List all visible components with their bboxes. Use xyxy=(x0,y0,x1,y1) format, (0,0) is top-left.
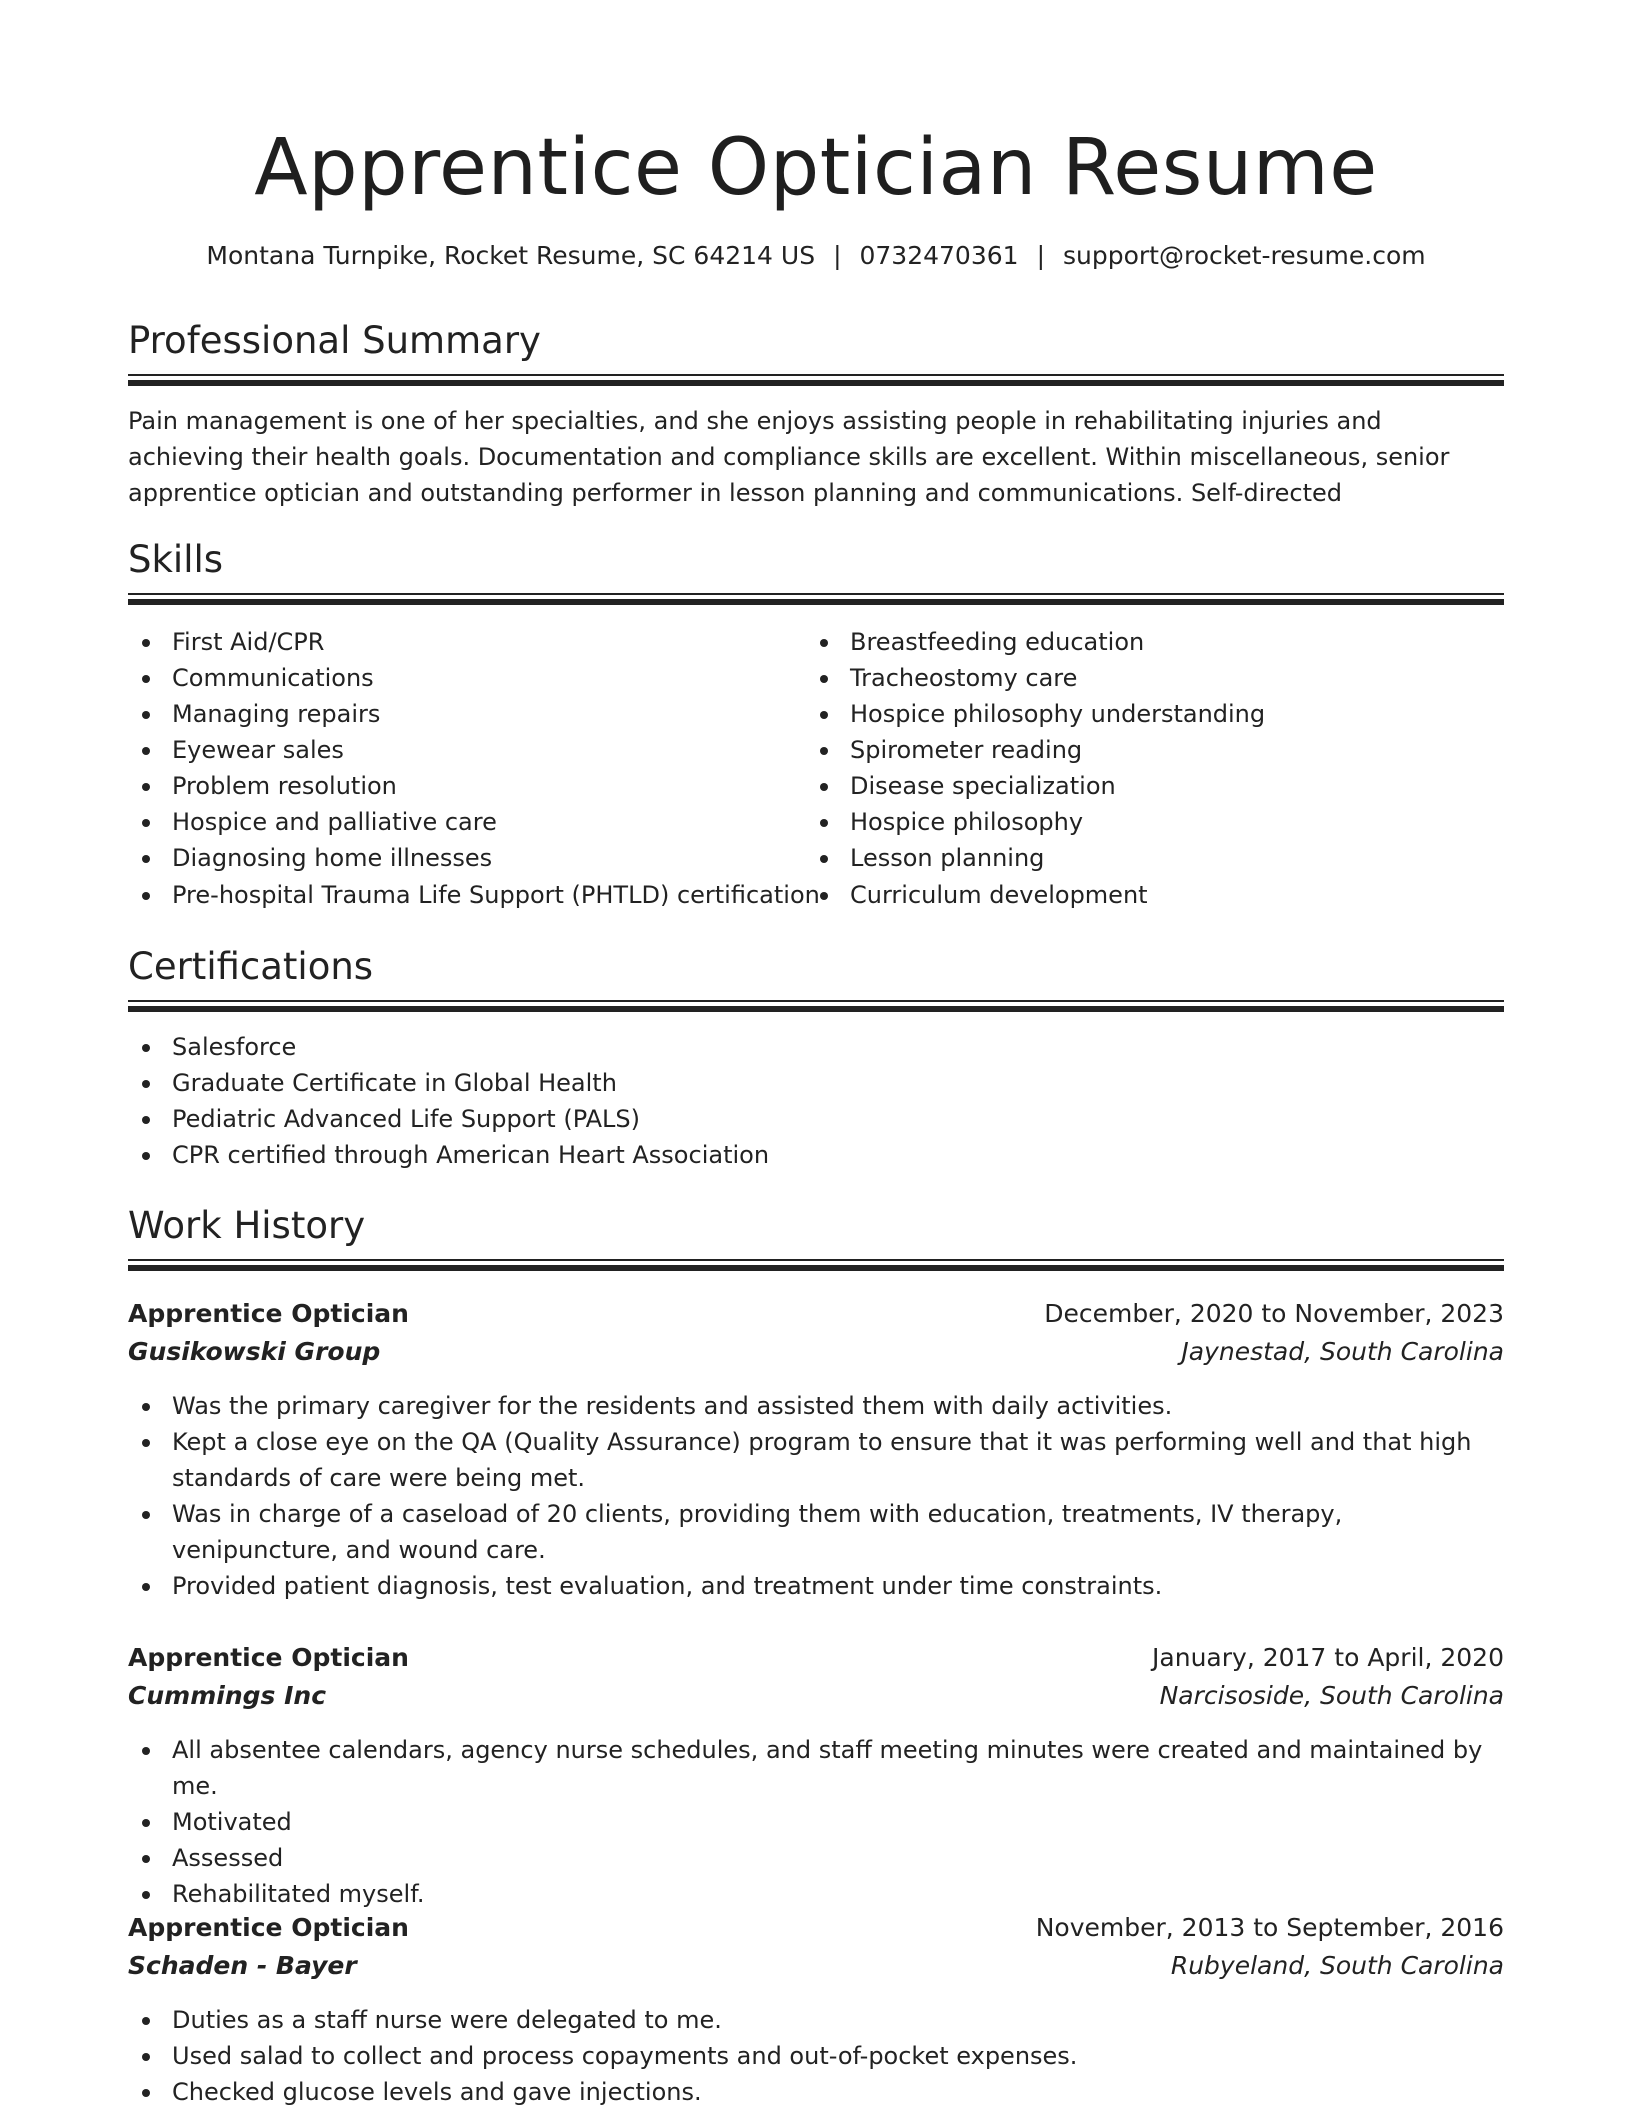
certifications-list xyxy=(128,1029,769,1173)
certification-item: Salesforce xyxy=(172,1029,769,1065)
skill-item: Problem resolution xyxy=(172,768,820,804)
skills-heading: Skills xyxy=(128,538,224,581)
job-duties-list xyxy=(128,1732,1504,1912)
job-duty-item: Used salad to collect and process copayments and out-of-pocket expenses. xyxy=(172,2038,1504,2074)
skill-item: Breastfeeding education xyxy=(850,624,1265,660)
contact-line xyxy=(128,238,1504,274)
job-title: Apprentice Optician xyxy=(128,1643,409,1672)
skill-item: Eyewear sales xyxy=(172,732,820,768)
skill-item: Communications xyxy=(172,660,820,696)
work-history-heading: Work History xyxy=(128,1204,366,1247)
job-duty-item: Checked glucose levels and gave injections. xyxy=(172,2074,1504,2110)
contact-phone: 0732470361 xyxy=(859,241,1019,270)
contact-separator: | xyxy=(833,241,842,270)
skill-item: Curriculum development xyxy=(850,877,1265,913)
resume-title: Apprentice Optician Resume xyxy=(254,123,1378,213)
job-duty-item: Was in charge of a caseload of 20 clients, providing them with education, treatments, IV therapy, venipuncture, and wound care. xyxy=(172,1496,1504,1568)
skill-item: Hospice philosophy xyxy=(850,804,1265,840)
contact-address: Montana Turnpike, Rocket Resume, SC 64214 US xyxy=(206,241,816,270)
section-divider xyxy=(128,593,1504,607)
skill-item: Disease specialization xyxy=(850,768,1265,804)
job-duty-item: Rehabilitated myself. xyxy=(172,1876,1504,1912)
section-divider xyxy=(128,1000,1504,1014)
section-divider xyxy=(128,1259,1504,1273)
job-company: Schaden - Bayer xyxy=(128,1951,357,1980)
certification-item: CPR certified through American Heart Association xyxy=(172,1137,769,1173)
skill-item: Lesson planning xyxy=(850,840,1265,876)
skills-right-list xyxy=(806,624,1265,913)
skill-item: Hospice philosophy understanding xyxy=(850,696,1265,732)
skill-item: Diagnosing home illnesses xyxy=(172,840,820,876)
job-title: Apprentice Optician xyxy=(128,1913,409,1942)
job-location: Narcisoside, South Carolina xyxy=(1159,1681,1504,1710)
contact-email[interactable]: support@rocket-resume.com xyxy=(1063,241,1426,270)
job-duty-item: Motivated xyxy=(172,1804,1504,1840)
job-duty-item: All absentee calendars, agency nurse schedules, and staff meeting minutes were created and maintained by me. xyxy=(172,1732,1504,1804)
certifications-heading: Certifications xyxy=(128,945,374,988)
job-duty-item: Was the primary caregiver for the residents and assisted them with daily activities. xyxy=(172,1388,1504,1424)
job-duties-list xyxy=(128,1388,1504,1604)
skill-item: Spirometer reading xyxy=(850,732,1265,768)
skill-item: Managing repairs xyxy=(172,696,820,732)
job-duty-item: Provided patient diagnosis, test evaluation, and treatment under time constraints. xyxy=(172,1568,1504,1604)
summary-text: Pain management is one of her specialties, and she enjoys assisting people in rehabilitating injuries and achieving their health goals. Documentation and compliance skills are excellent. Within miscellaneous, senior apprentice optician and outstanding performer in lesson planning and communications. Self-directed xyxy=(128,407,1450,507)
certification-item: Pediatric Advanced Life Support (PALS) xyxy=(172,1101,769,1137)
job-dates: November, 2013 to September, 2016 xyxy=(1035,1913,1504,1942)
job-duties-list xyxy=(128,2002,1504,2110)
skill-item: Tracheostomy care xyxy=(850,660,1265,696)
section-divider xyxy=(128,374,1504,388)
job-location: Jaynestad, South Carolina xyxy=(1181,1337,1504,1366)
skill-item: Pre-hospital Trauma Life Support (PHTLD) certification xyxy=(172,877,820,913)
job-company: Cummings Inc xyxy=(128,1681,327,1710)
job-location: Rubyeland, South Carolina xyxy=(1170,1951,1504,1980)
job-duty-item: Duties as a staff nurse were delegated to me. xyxy=(172,2002,1504,2038)
contact-separator: | xyxy=(1036,241,1045,270)
job-duty-item: Kept a close eye on the QA (Quality Assurance) program to ensure that it was performing well and that high standards of care were being met. xyxy=(172,1424,1504,1496)
certification-item: Graduate Certificate in Global Health xyxy=(172,1065,769,1101)
job-company: Gusikowski Group xyxy=(128,1337,381,1366)
skills-left-list xyxy=(128,624,820,913)
job-title: Apprentice Optician xyxy=(128,1299,409,1328)
skill-item: Hospice and palliative care xyxy=(172,804,820,840)
job-dates: December, 2020 to November, 2023 xyxy=(1044,1299,1504,1328)
summary-heading: Professional Summary xyxy=(128,319,541,362)
job-dates: January, 2017 to April, 2020 xyxy=(1152,1643,1504,1672)
skill-item: First Aid/CPR xyxy=(172,624,820,660)
job-duty-item: Assessed xyxy=(172,1840,1504,1876)
